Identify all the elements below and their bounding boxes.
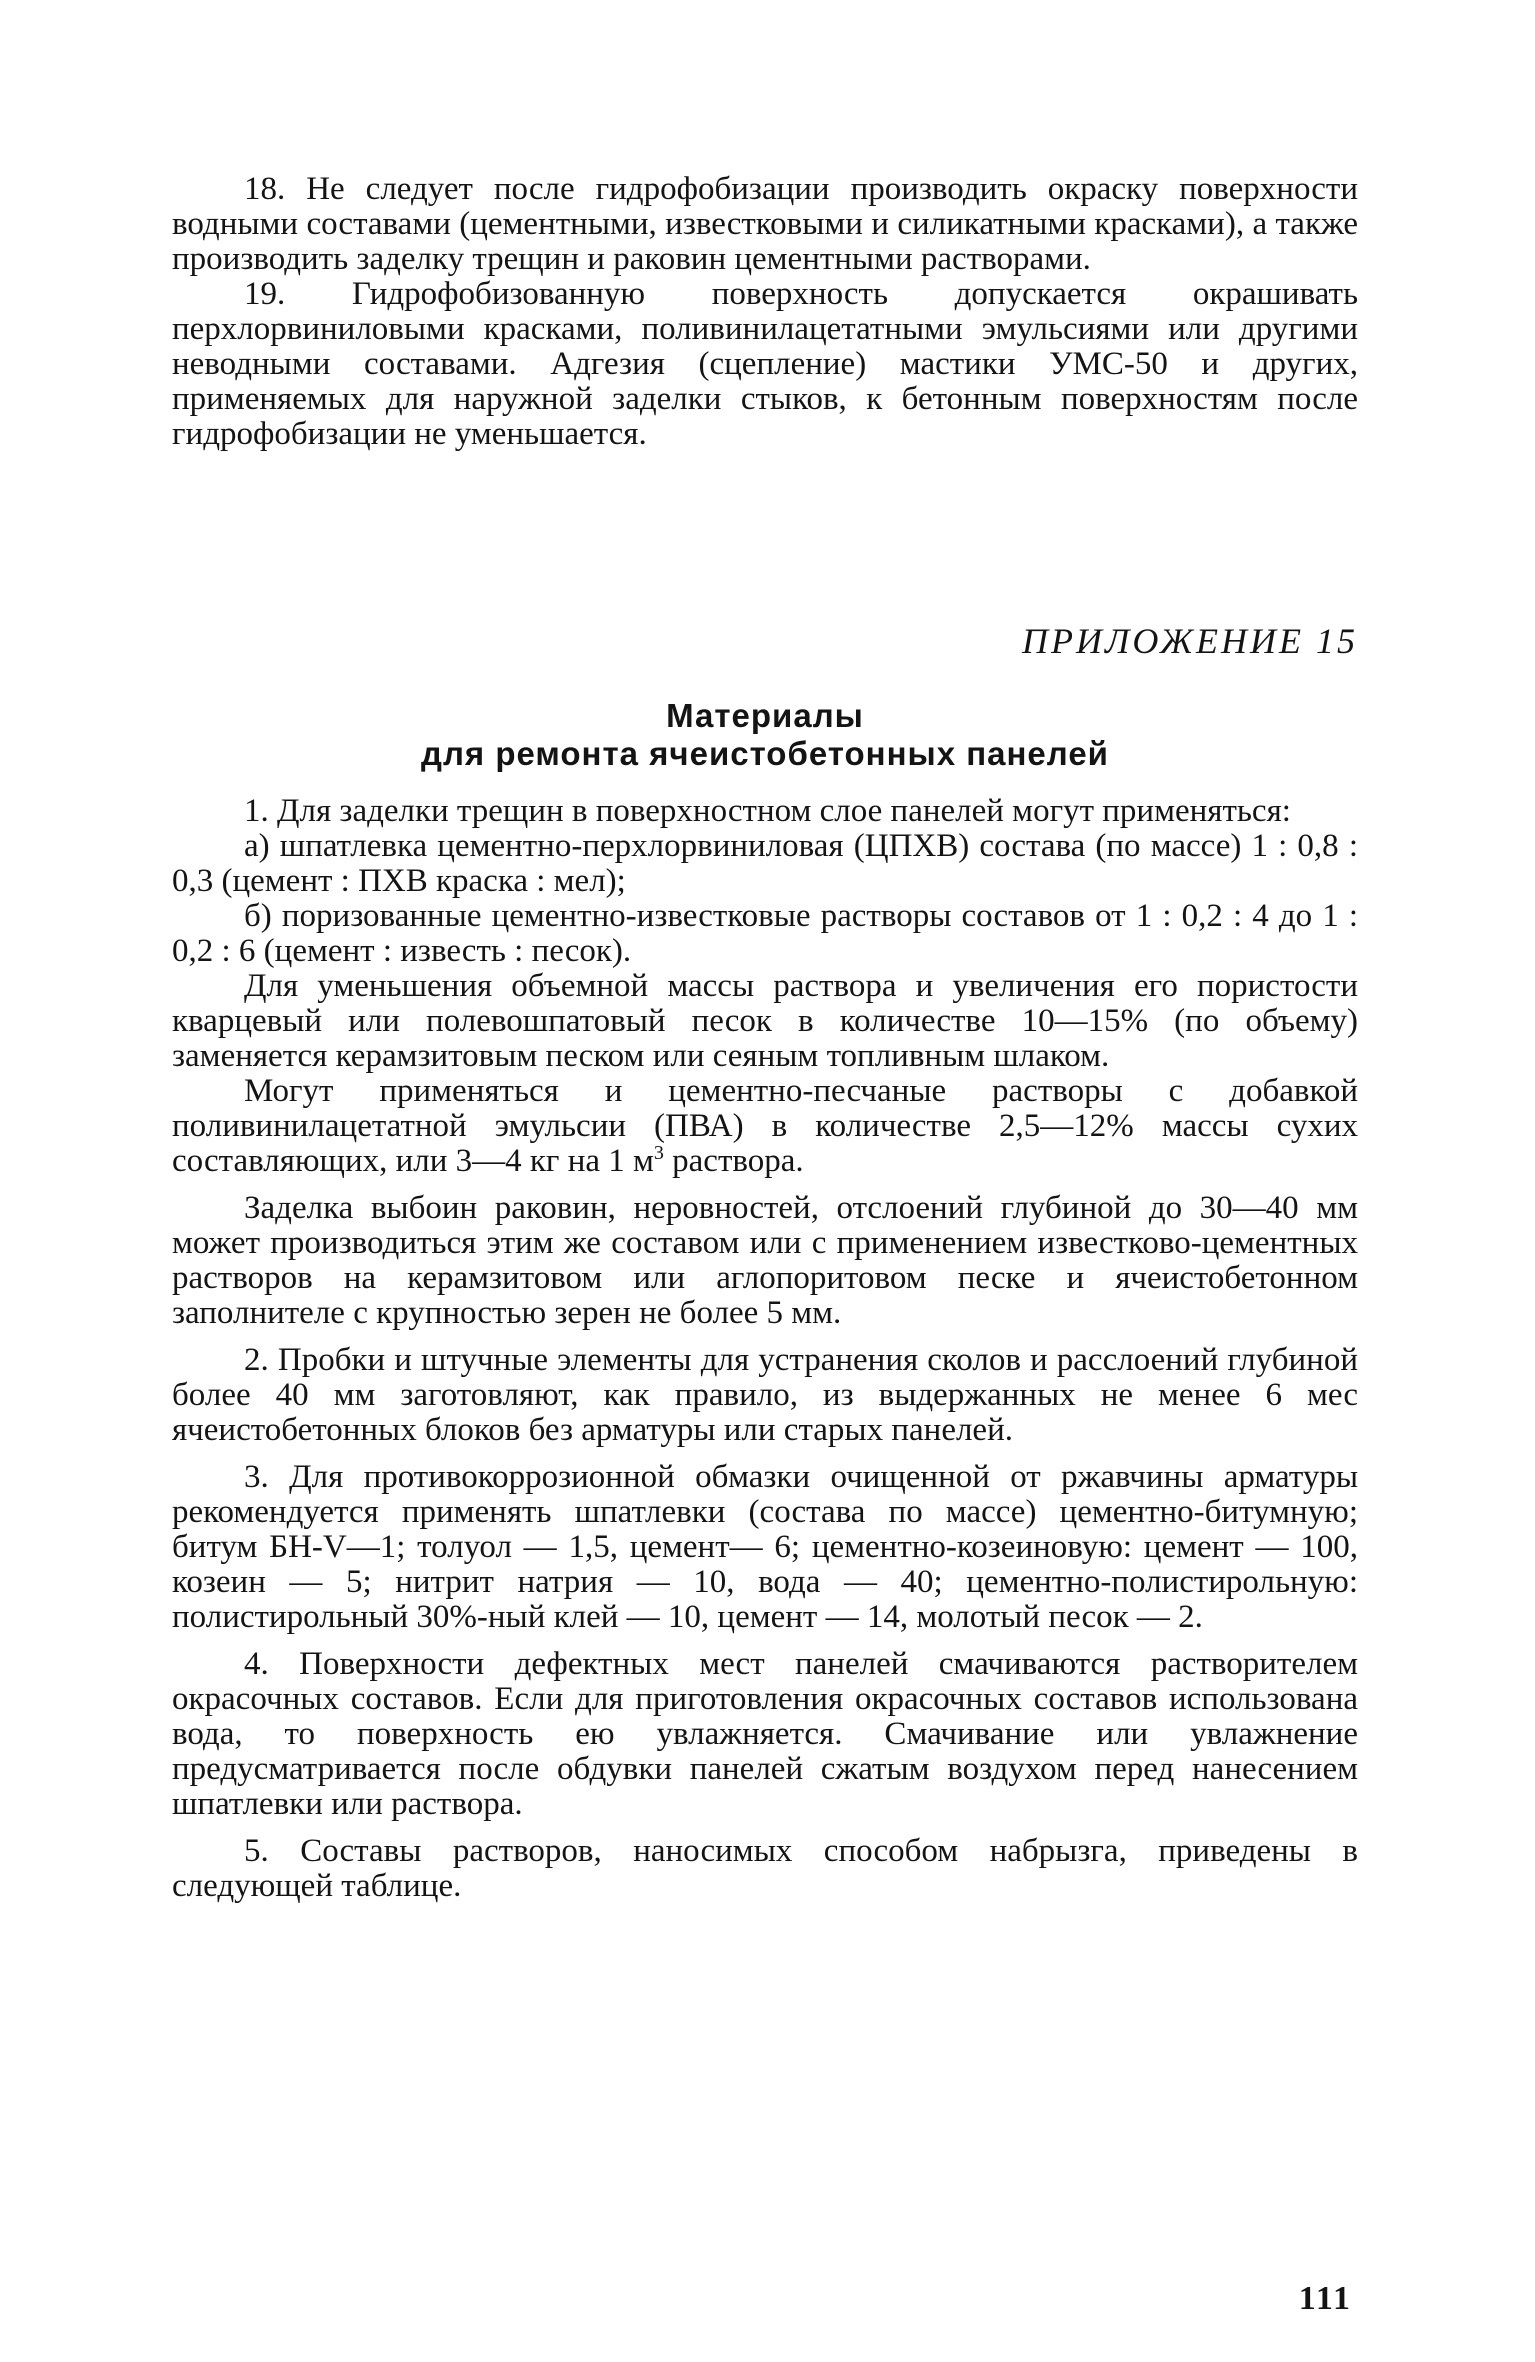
item-1-b: б) поризованные цементно-известковые растворы составов от 1 : 0,2 : 4 до 1 : 0,2 : 6 (цемент : известь : песок).: [172, 898, 1358, 969]
item-3: 3. Для противокоррозионной обмазки очищенной от ржавчины арматуры рекомендуется применять шпатлевки (состава по массе) цементно-битумную; битум БН-V—1; толуол — 1,5, цемент— 6; цементно-козеиновую: цемент — 100, козеин — 5; нитрит натрия — 10, вода — 40; цементно-полистирольную: полистирольный 30%-ный клей — 10, цемент — 14, молотый песок — 2.: [172, 1459, 1358, 1635]
item-1-d-superscript: 3: [653, 1142, 664, 1164]
paragraph-19: 19. Гидрофобизованную поверхность допускается окрашивать перхлорвиниловыми красками, поливинилацетатными эмульсиями или другими неводными составами. Адгезия (сцепление) мастики УМС-50 и других, применяемых для наружной заделки стыков, к бетонным поверхностям после гидрофобизации не уменьшается.: [172, 276, 1358, 452]
heading-line-2: для ремонта ячеистобетонных панелей: [421, 735, 1109, 772]
item-1-d-tail: раствора.: [663, 1143, 804, 1179]
page-number: 111: [1298, 2280, 1352, 2317]
section-heading: [172, 697, 1358, 773]
item-1-a: а) шпатлевка цементно-перхлорвиниловая (ЦПХВ) состава (по массе) 1 : 0,8 : 0,3 (цемент : ПХВ краска : мел);: [172, 828, 1358, 899]
item-1-d-text: Могут применяться и цементно-песчаные растворы с добавкой поливинилацетатной эмульсии (ПВА) в количестве 2,5—12% массы сухих составляющих, или 3—4 кг на 1 м: [172, 1073, 1358, 1179]
item-1-e: Заделка выбоин раковин, неровностей, отслоений глубиной до 30—40 мм может производиться этим же составом или с применением известково-цементных растворов на керамзитовом или аглопоритовом песке и ячеистобетонном заполнителе с крупностью зерен не более 5 мм.: [172, 1190, 1358, 1331]
item-1-d: [172, 1074, 1358, 1179]
previous-section-text: [172, 172, 1358, 452]
paragraph-18: 18. Не следует после гидрофобизации производить окраску поверхности водными составами (цементными, известковыми и силикатными красками), а также производить заделку трещин и раковин цементными растворами.: [172, 171, 1358, 277]
heading-line-1: Материалы: [666, 697, 864, 734]
appendix-body: [172, 794, 1358, 1904]
item-1-intro: 1. Для заделки трещин в поверхностном слое панелей могут применяться:: [244, 793, 1291, 829]
appendix-label: ПРИЛОЖЕНИЕ 15: [1022, 621, 1358, 661]
item-5: 5. Составы растворов, наносимых способом набрызга, приведены в следующей таблице.: [172, 1833, 1358, 1904]
item-4: 4. Поверхности дефектных мест панелей смачиваются растворителем окрасочных составов. Если для приготовления окрасочных составов использована вода, то поверхность ею увлажняется. Смачивание или увлажнение предусматривается после обдувки панелей сжатым воздухом перед нанесением шпатлевки или раствора.: [172, 1646, 1358, 1822]
item-2: 2. Пробки и штучные элементы для устранения сколов и расслоений глубиной более 40 мм заготовляют, как правило, из выдержанных не менее 6 мес ячеистобетонных блоков без арматуры или старых панелей.: [172, 1342, 1358, 1448]
item-1-c: Для уменьшения объемной массы раствора и увеличения его пористости кварцевый или полевошпатовый песок в количестве 10—15% (по объему) заменяется керамзитовым песком или сеяным топливным шлаком.: [172, 968, 1358, 1074]
document-page: [172, 171, 1358, 2317]
